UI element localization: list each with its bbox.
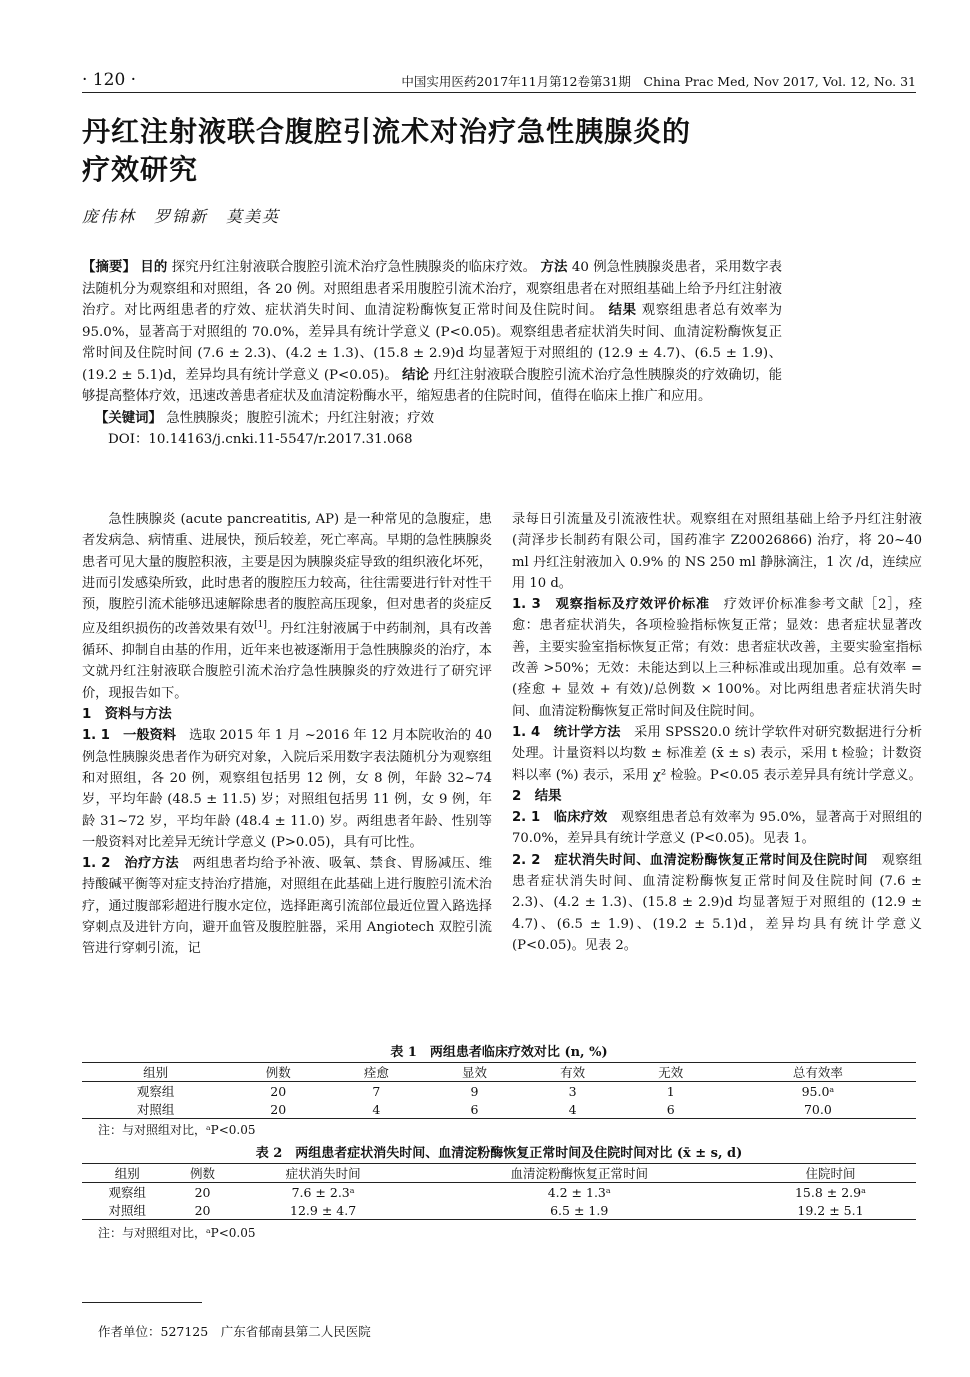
table-cell: 观察组	[136, 1084, 175, 1099]
table-cell: 19.2 ± 5.1	[797, 1202, 864, 1218]
section-1-4	[512, 722, 922, 786]
section-2-heading: 2 结果	[512, 788, 562, 804]
section-2-2-text: 观察组患者症状消失时间、血清淀粉酶恢复正常时间及住院时间 (7.6 ± 2.3)、(4.2 ± 1.3)、(15.8 ± 2.9)d 均显著短于对照组的 (12.9 ± 4.7)、(6.5 ± 1.9)、(19.2 ± 5.1)d，差异均具有统计学意义 (P<0.05)。见表 2。	[512, 852, 923, 953]
table2-header-3: 血清淀粉酶恢复正常时间	[510, 1166, 648, 1181]
table1-header-4: 有效	[560, 1065, 586, 1080]
table-cell: 对照组	[108, 1203, 146, 1218]
section-1-2-label: 1. 2 治疗方法	[82, 856, 179, 872]
intro-paragraph	[82, 509, 492, 704]
table-cell: 12.9 ± 4.7	[290, 1202, 357, 1218]
keywords	[82, 408, 782, 430]
table-cell: 1	[666, 1083, 675, 1099]
table-cell: 20	[194, 1202, 211, 1218]
section-1-1-text: 选取 2015 年 1 月 ~2016 年 12 月本院收治的 40 例急性胰腺炎患者作为研究对象，入院后采用数字表法随机分为观察组和对照组，各 20 例，观察组包括男 12 例，女 8 例，年龄 32~74 岁，平均年龄 (48.5 ± 11.5) 岁；对照组包括男 11 例，女 9 例，年龄 31~72 岁，平均年龄 (48.4 ± 11.0) 岁。两组患者年龄、性别等一般资料对比差异无统计学意义 (P>0.05)，具有可比性。	[82, 728, 492, 850]
table-row	[82, 1201, 916, 1220]
table-1-note: 注：与对照组对比，ᵃP<0.05	[98, 1123, 256, 1137]
title-line-2: 疗效研究	[82, 153, 199, 186]
abstract-label: 【摘要】	[82, 260, 136, 275]
abstract-body	[82, 257, 782, 408]
table-row	[82, 1183, 916, 1202]
table-row	[82, 1100, 916, 1119]
table-cell: 95.0ᵃ	[801, 1083, 835, 1099]
table1-header-0: 组别	[143, 1065, 169, 1080]
keywords-label: 【关键词】	[95, 410, 162, 426]
table-2-note: 注：与对照组对比，ᵃP<0.05	[98, 1226, 256, 1240]
table-1	[82, 1062, 916, 1119]
section-1-heading: 1 资料与方法	[82, 707, 172, 723]
table-cell: 4	[568, 1101, 577, 1117]
table-cell: 7	[372, 1083, 381, 1099]
section-2-2-label: 2. 2 症状消失时间、血清淀粉酶恢复正常时间及住院时间	[512, 852, 868, 868]
conclusion-label: 结论	[402, 367, 429, 383]
table2-header-2: 症状消失时间	[285, 1166, 361, 1181]
section-1-2-continued: 录每日引流量及引流液性状。观察组在对照组基础上给予丹红注射液 (菏泽步长制药有限公司，国药准字 Z20026866) 治疗，将 20~40 ml 丹红注射液加入 0.9% 的 NS 250 ml 静脉滴注，1 次 /d，连续应用 10 d。	[512, 512, 922, 591]
right-column	[512, 509, 922, 956]
author-affiliation: 作者单位：527125 广东省郁南县第二人民医院	[98, 1324, 371, 1339]
left-column	[82, 509, 492, 960]
table-cell: 15.8 ± 2.9ᵃ	[794, 1184, 866, 1200]
keywords-text: 急性胰腺炎；腹腔引流术；丹红注射液；疗效	[166, 410, 435, 426]
results-text: 观察组患者总有效率为 95.0%，显著高于对照组的 70.0%，差异具有统计学意义 (P<0.05)。观察组患者症状消失时间、血清淀粉酶恢复正常时间及住院时间 (7.6 ± 2.3)、(4.2 ± 1.3)、(15.8 ± 2.9)d 均显著短于对照组的 (12.9 ± 4.7)、(6.5 ± 1.9)、(19.2 ± 5.1)d，差异均具有统计学意义 (P<0.05)。	[82, 303, 782, 383]
section-2-1-text: 观察组患者总有效率为 95.0%，显著高于对照组的 70.0%，差异具有统计学意义 (P<0.05)。见表 1。	[512, 810, 923, 847]
table2-header-1: 例数	[190, 1166, 216, 1181]
table-cell: 观察组	[108, 1185, 146, 1200]
table-2	[82, 1163, 916, 1220]
table-cell: 20	[270, 1083, 287, 1099]
intro-text: 急性胰腺炎 (acute pancreatitis, AP) 是一种常见的急腹症，患者发病急、病情重、进展快，预后较差，死亡率高。早期的急性胰腺炎患者可见大量的腹腔积液，主要是因为胰腺炎症导致的组织液化坏死，进而引发感染所致，此时患者的腹腔压力较高，往往需要进行针对性干预，腹腔引流术能够迅速解除患者的腹腔高压现象，但对患者的炎症反应及组织损伤的改善效果有效	[82, 512, 492, 637]
authors: 庞伟林 罗锦新 莫美英	[82, 207, 281, 226]
table-cell: 20	[270, 1101, 287, 1117]
conclusion-text: 丹红注射液联合腹腔引流术治疗急性胰腺炎的疗效确切，能够提高整体疗效，迅速改善患者症状及血清淀粉酶水平，缩短患者的住院时间，值得在临床上推广和应用。	[82, 367, 783, 404]
page-number: · 120 ·	[82, 70, 137, 90]
table-cell: 6	[470, 1101, 479, 1117]
journal-info: 中国实用医药2017年11月第12卷第31期 China Prac Med, Nov 2017, Vol. 12, No. 31	[401, 74, 916, 89]
table-cell: 对照组	[136, 1102, 175, 1117]
section-2-1	[512, 807, 922, 850]
table2-header-4: 住院时间	[805, 1166, 856, 1181]
objective-text: 探究丹红注射液联合腹腔引流术治疗急性胰腺炎的临床疗效。	[171, 260, 537, 275]
section-1-4-text: 采用 SPSS20.0 统计学软件对研究数据进行分析处理。计量资料以均数 ± 标准差 (x̄ ± s) 表示，采用 t 检验；计数资料以率 (%) 表示，采用 χ² 检验。P<0.05 表示差异具有统计学意义。	[512, 724, 923, 783]
doi: DOI：10.14163/j.cnki.11-5547/r.2017.31.068	[108, 432, 413, 447]
table-cell: 4	[372, 1101, 381, 1117]
section-2-1-label: 2. 1 临床疗效	[512, 810, 608, 826]
table1-header-5: 无效	[658, 1065, 684, 1080]
title-line-1: 丹红注射液联合腹腔引流术对治疗急性胰腺炎的	[82, 115, 692, 148]
intro-text-2: 。丹红注射液属于中药制剂，具有改善循环、抑制自由基的作用，近年来也被逐渐用于急性胰腺炎的治疗，本文就丹红注射液联合腹腔引流术治疗急性胰腺炎的疗效进行了研究评价，现报告如下。	[82, 621, 492, 701]
table-cell: 6	[666, 1101, 675, 1117]
results-label: 结果	[608, 303, 637, 318]
table-1-caption: 表 1 两组患者临床疗效对比 (n, %)	[390, 1045, 608, 1060]
footnote-divider	[82, 1302, 202, 1303]
table-cell: 6.5 ± 1.9	[550, 1202, 609, 1218]
table2-header-0: 组别	[114, 1166, 140, 1181]
table-cell: 3	[568, 1083, 577, 1099]
table1-header-6: 总有效率	[792, 1065, 843, 1080]
table-cell: 7.6 ± 2.3ᵃ	[291, 1184, 355, 1200]
methods-text: 40 例急性胰腺炎患者，采用数字表法随机分为观察组和对照组，各 20 例。对照组患者采用腹腔引流术治疗，观察组患者在对照组基础上给予丹红注射液治疗。对比两组患者的疗效、症状消失时间、血清淀粉酶恢复正常时间及住院时间。	[82, 260, 783, 318]
table1-header-1: 例数	[265, 1065, 291, 1080]
table1-header-2: 痊愈	[363, 1065, 389, 1080]
section-1-3-text: 疗效评价标准参考文献［2］，痊愈：患者症状消失，各项检验指标恢复正常；显效：患者症状显著改善，主要实验室指标恢复正常；有效：患者症状改善，主要实验室指标改善 >50%；无效：未能达到以上三种标准或出现加重。总有效率 =(痊愈 + 显效 + 有效)/总例数 × 100%。对比两组患者症状消失时间、血清淀粉酶恢复正常时间及住院时间。	[512, 597, 923, 719]
section-1-4-label: 1. 4 统计学方法	[512, 724, 621, 740]
table-cell: 9	[470, 1083, 479, 1099]
table-2-caption: 表 2 两组患者症状消失时间、血清淀粉酶恢复正常时间及住院时间对比 (x̄ ± s, d)	[255, 1146, 743, 1161]
objective-label: 目的	[140, 260, 168, 275]
methods-label: 方法	[540, 260, 568, 275]
abstract	[82, 257, 782, 451]
section-1-1	[82, 725, 492, 853]
section-1-2	[82, 853, 492, 959]
article-title	[82, 113, 842, 189]
section-1-2-text: 两组患者均给予补液、吸氧、禁食、胃肠减压、维持酸碱平衡等对症支持治疗措施，对照组在此基础上进行腹腔引流术治疗，通过腹部彩超进行腹水定位，选择距离引流部位最近位置入路选择穿刺点及进针方向，避开血管及腹腔脏器，采用 Angiotech 双腔引流管进行穿刺引流，记	[82, 856, 493, 957]
section-1-1-label: 1. 1 一般资料	[82, 728, 176, 744]
table-cell: 70.0	[803, 1101, 832, 1117]
running-header	[82, 68, 916, 93]
section-2-2	[512, 850, 922, 956]
table-cell: 4.2 ± 1.3ᵃ	[547, 1184, 611, 1200]
table-cell: 20	[194, 1184, 211, 1200]
section-1-3-label: 1. 3 观察指标及疗效评价标准	[512, 597, 710, 613]
section-1-3	[512, 594, 922, 722]
ref-1[interactable]: [1]	[254, 620, 267, 631]
table-2-header-row	[82, 1164, 916, 1183]
table-1-header-row	[82, 1063, 916, 1082]
table1-header-3: 显效	[461, 1065, 487, 1080]
table-row	[82, 1082, 916, 1101]
